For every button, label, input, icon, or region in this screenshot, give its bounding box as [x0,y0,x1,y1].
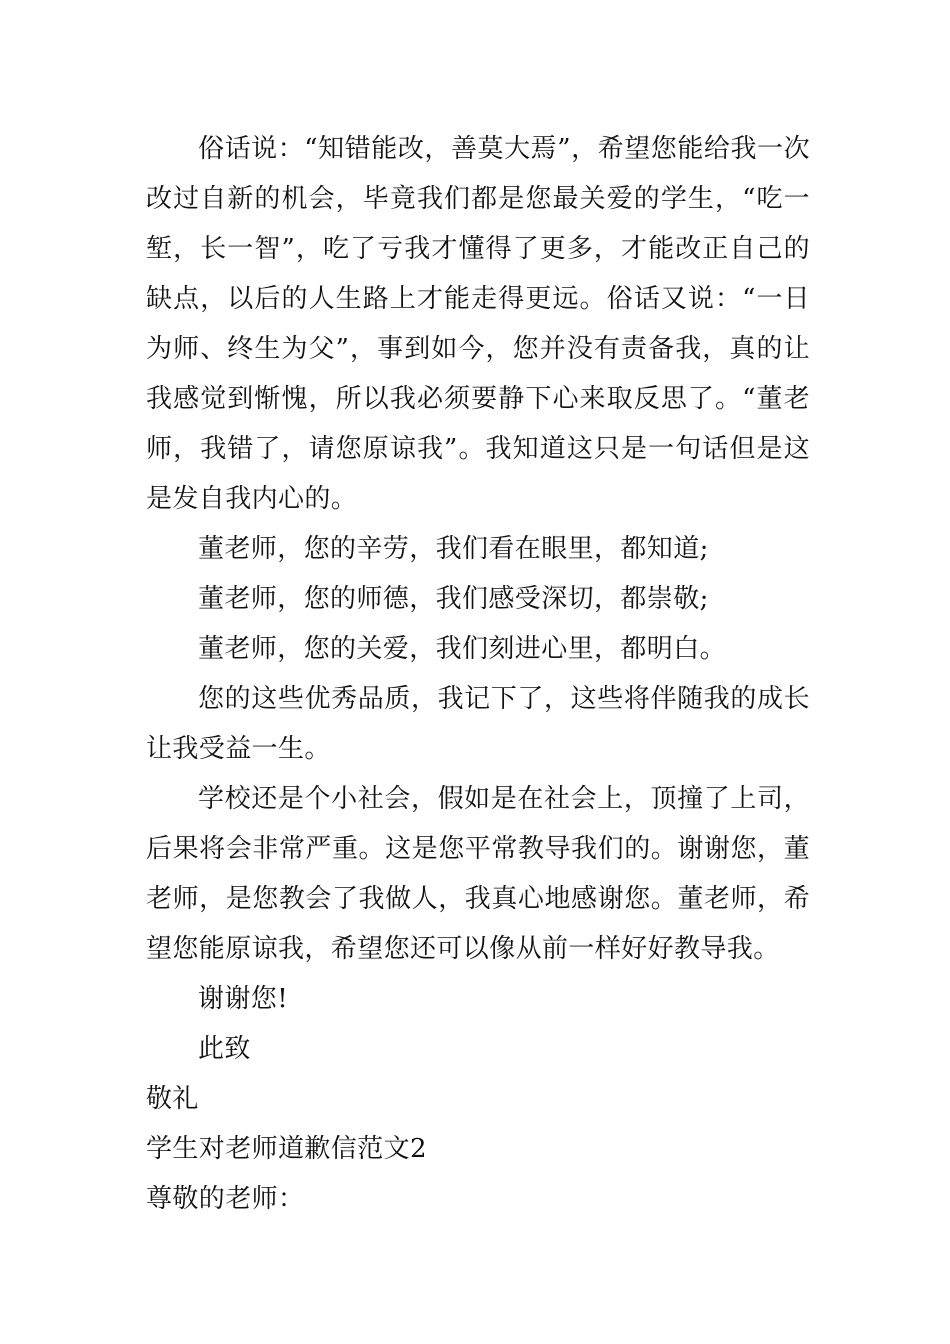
paragraph-qualities: 您的这些优秀品质，我记下了，这些将伴随我的成长让我受益一生。 [146,684,810,764]
closing-jingli: 敬礼 [146,1084,199,1114]
paragraph-thanks: 谢谢您! [198,984,289,1014]
paragraph-virtue: 董老师，您的师德，我们感受深切，都崇敬; [198,584,709,614]
paragraph-hardwork: 董老师，您的辛劳，我们看在眼里，都知道; [198,534,709,564]
next-letter-salutation: 尊敬的老师： [146,1184,305,1214]
paragraph-proverb: 俗话说：“知错能改，善莫大焉”，希望您能给我一次改过自新的机会，毕竟我们都是您最关爱的学生，“吃一堑，长一智”，吃了亏我才懂得了更多，才能改正自己的缺点，以后的人生路上才能走得更远。俗话又说：“一日为师、终生为父”，事到如今，您并没有责备我，真的让我感觉到惭愧，所以我必须要静下心来取反思了。“董老师，我错了，请您原谅我”。我知道这只是一句话但是这是发自我内心的。 [146,134,810,514]
next-letter-title: 学生对老师道歉信范文2 [146,1134,427,1164]
paragraph-cizhi: 此致 [198,1034,251,1064]
paragraph-school: 学校还是个小社会，假如是在社会上，顶撞了上司，后果将会非常严重。这是您平常教导我们的。谢谢您，董老师，是您教会了我做人，我真心地感谢您。董老师，希望您能原谅我，希望您还可以像从前一样好好教导我。 [146,784,810,964]
paragraph-care: 董老师，您的关爱，我们刻进心里，都明白。 [198,634,727,664]
document-body [146,124,810,1224]
